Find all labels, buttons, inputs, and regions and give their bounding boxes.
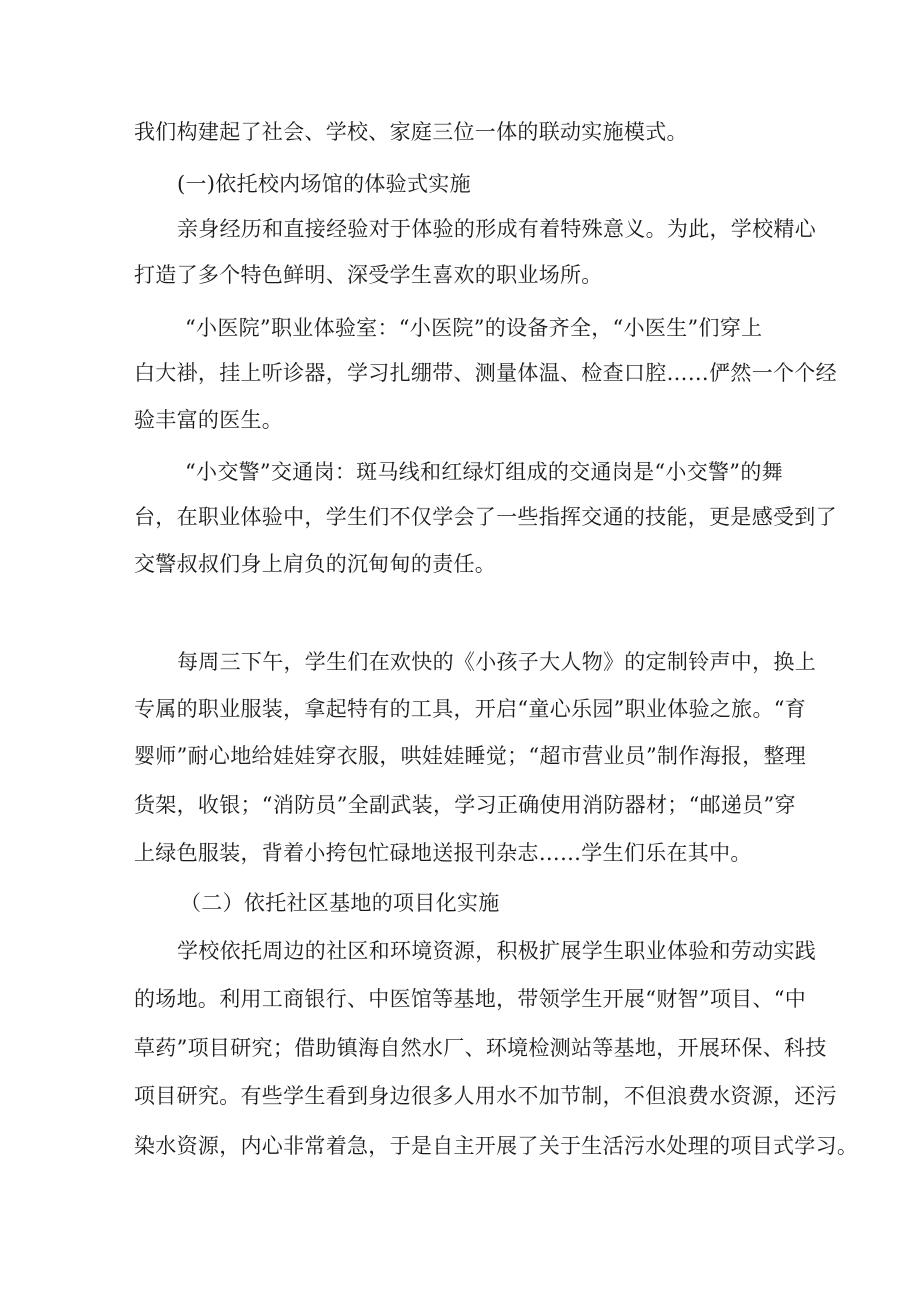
paragraph-4-line-4: 货架，收银；“消防员”全副武装，学习正确使用消防器材；“邮递员”穿 [134, 793, 796, 817]
paragraph-5-line-2: 的场地。利用工商银行、中医馆等基地，带领学生开展“财智”项目、“中 [134, 987, 807, 1011]
paragraph-3-line-1: “小交警”交通岗：斑马线和红绿灯组成的交通岗是“小交警”的舞 [185, 460, 783, 484]
paragraph-3-line-3: 交警叔叔们身上肩负的沉甸甸的责任。 [134, 552, 497, 576]
paragraph-4-line-3: 婴师”耐心地给娃娃穿衣服，哄娃娃睡觉；“超市营业员”制作海报，整理 [134, 744, 807, 768]
paragraph-5-line-1: 学校依托周边的社区和环境资源，积极扩展学生职业体验和劳动实践 [177, 939, 816, 963]
paragraph-1-line-1: 亲身经历和直接经验对于体验的形成有着特殊意义。为此，学校精心 [177, 217, 816, 241]
paragraph-5-line-3: 草药”项目研究；借助镇海自然水厂、环境检测站等基地，开展环保、科技 [134, 1036, 827, 1060]
paragraph-2-line-2: 白大褂，挂上听诊器，学习扎绷带、测量体温、检查口腔……俨然一个个经 [134, 361, 837, 385]
paragraph-5-line-5: 染水资源，内心非常着急，于是自主开展了关于生活污水处理的项目式学习。 [134, 1134, 859, 1158]
paragraph-5-line-4: 项目研究。有些学生看到身边很多人用水不加节制，不但浪费水资源，还污 [134, 1084, 837, 1108]
section-heading-2: （二）依托社区基地的项目化实施 [180, 891, 500, 915]
paragraph-3-line-2: 台，在职业体验中，学生们不仅学会了一些指挥交通的技能，更是感受到了 [134, 505, 837, 529]
paragraph-4-line-5: 上绿色服装，背着小挎包忙碌地送报刊杂志……学生们乐在其中。 [134, 841, 752, 865]
paragraph-2-line-3: 验丰富的医生。 [134, 408, 284, 432]
paragraph-2-line-1: “小医院”职业体验室：“小医院”的设备齐全，“小医生”们穿上 [185, 316, 763, 340]
paragraph-4-line-1: 每周三下午，学生们在欢快的《小孩子大人物》的定制铃声中，换上 [177, 650, 816, 674]
paragraph-1-line-2: 打造了多个特色鲜明、深受学生喜欢的职业场所。 [134, 263, 603, 287]
section-heading-1: (一)依托校内场馆的体验式实施 [177, 172, 471, 196]
paragraph-4-line-2: 专属的职业服装，拿起特有的工具，开启“童心乐园”职业体验之旅。“育 [134, 697, 807, 721]
body-line-1: 我们构建起了社会、学校、家庭三位一体的联动实施模式。 [134, 120, 688, 144]
